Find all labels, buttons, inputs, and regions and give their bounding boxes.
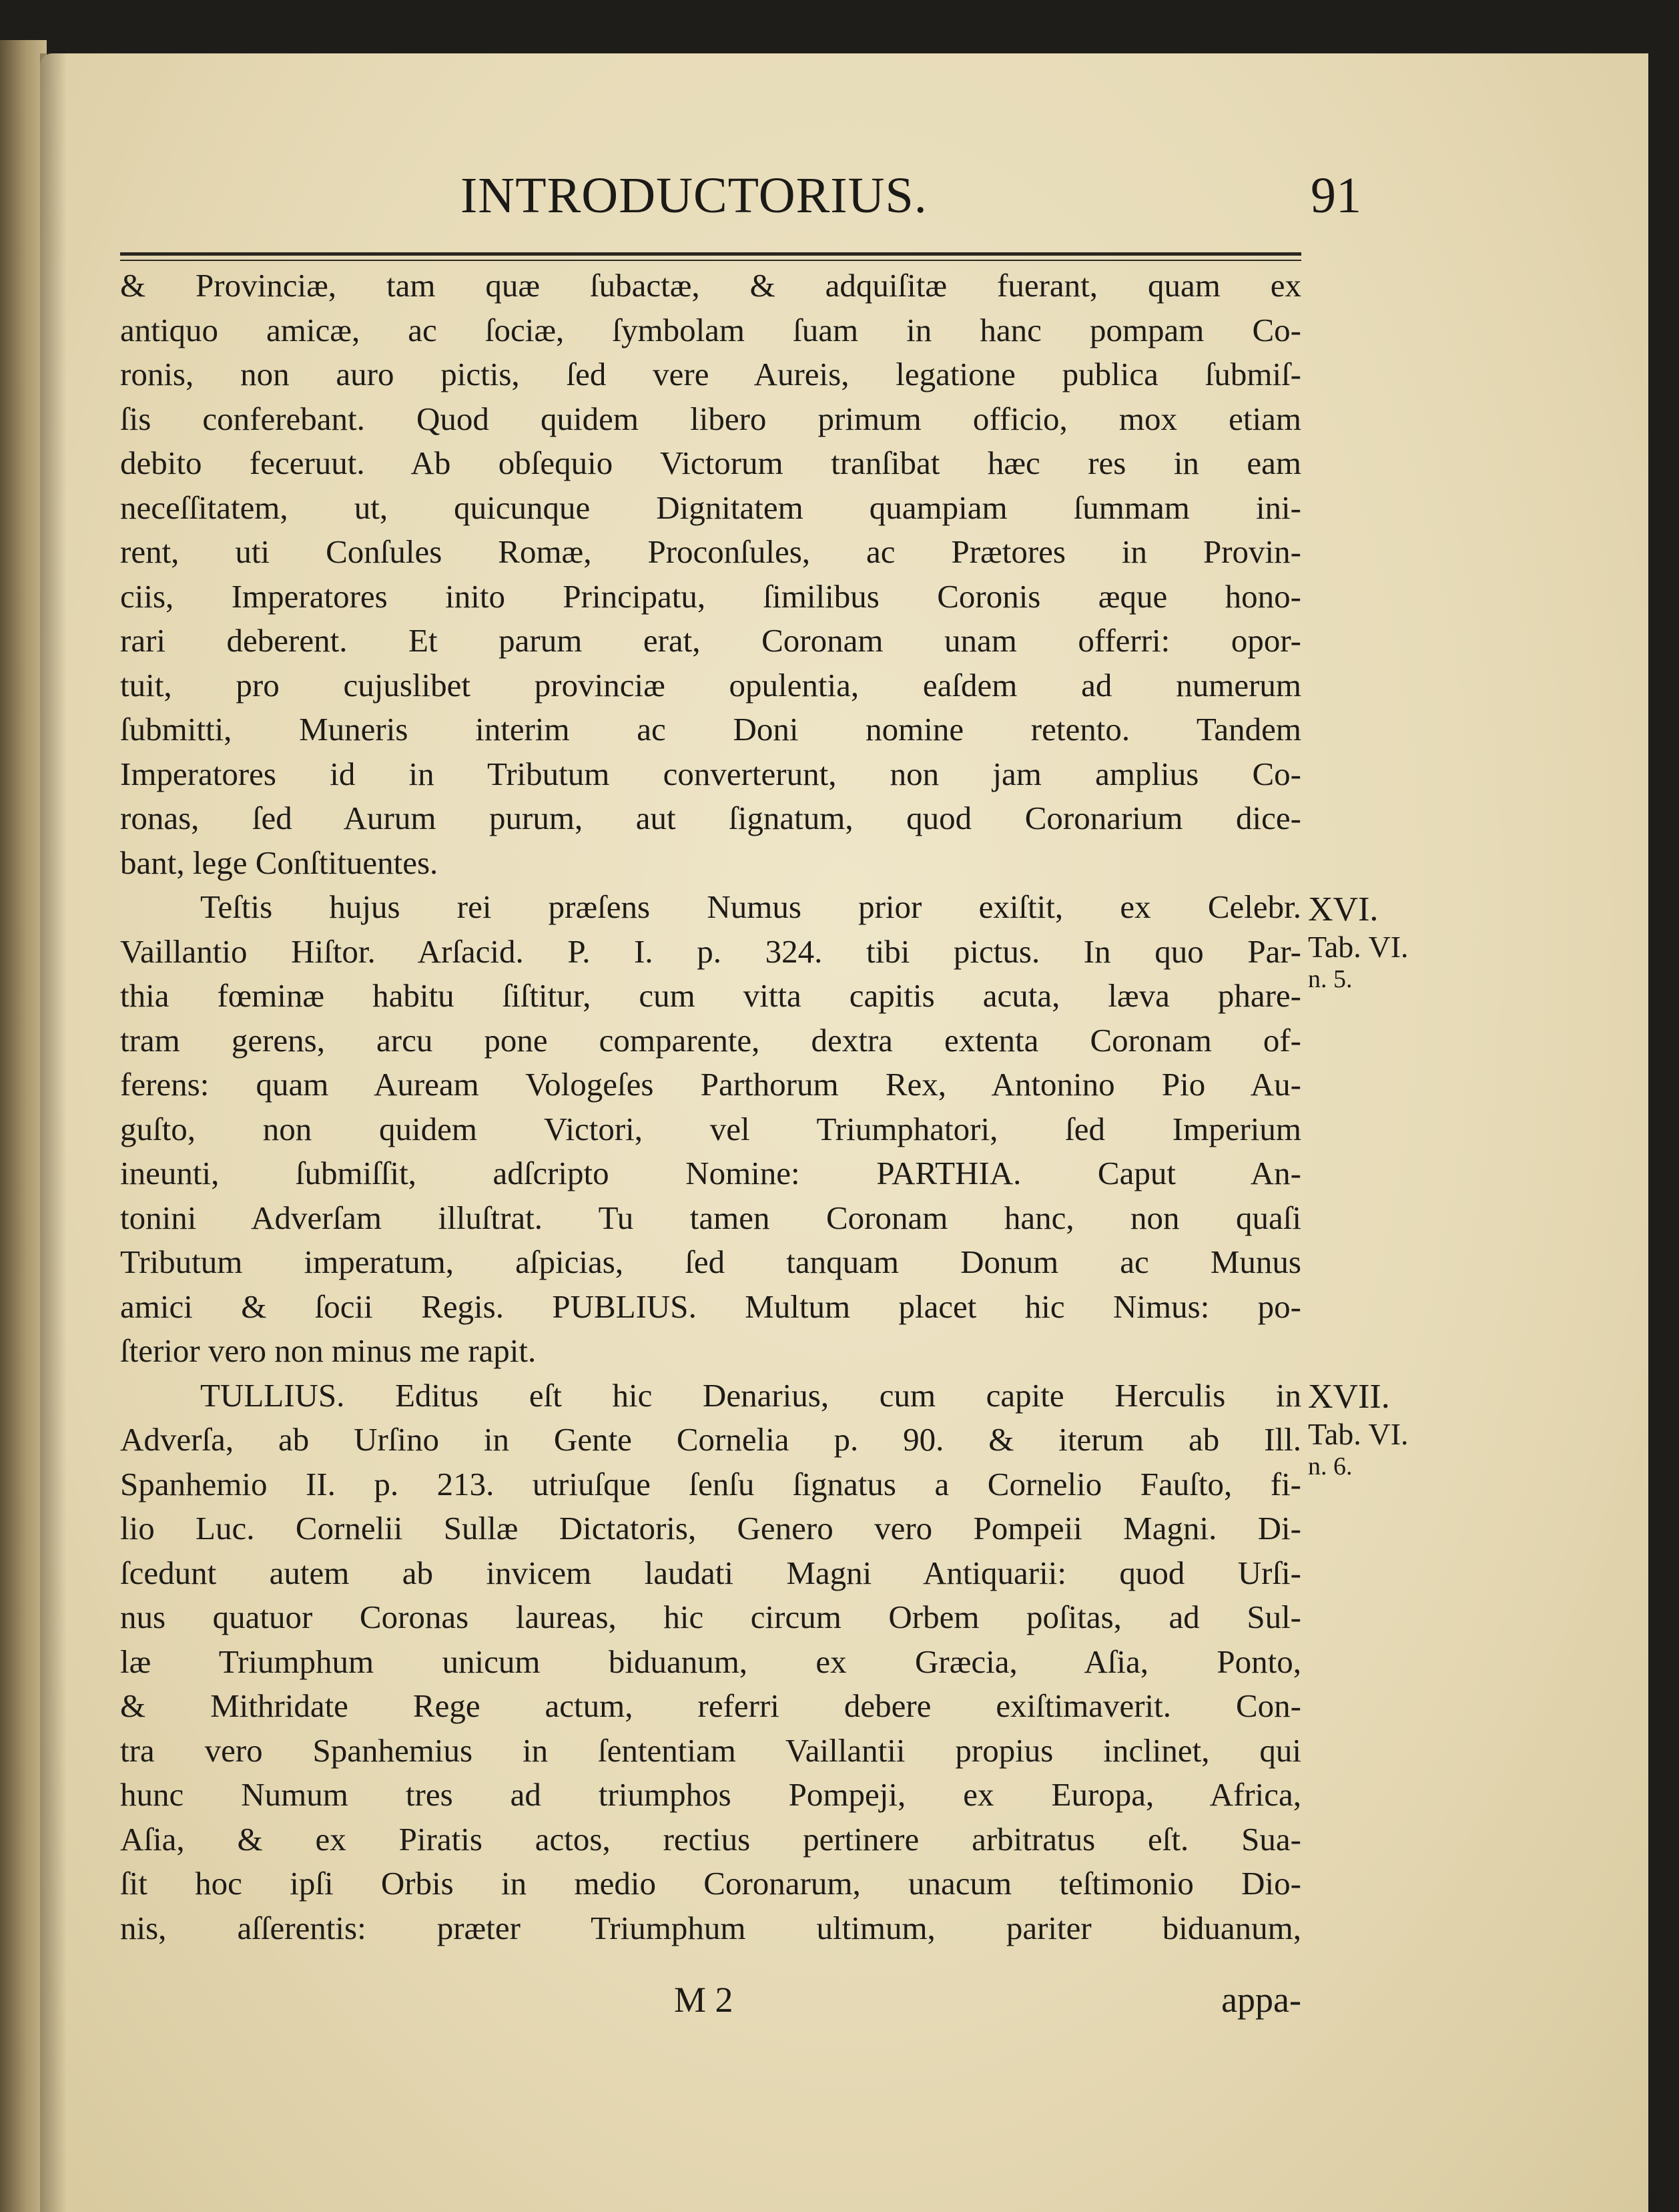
text-line: guſto, non quidem Victori, vel Triumphatori, ſed Imperium bbox=[120, 1110, 1301, 1147]
page-header bbox=[460, 167, 1361, 240]
text-line: ineunti, ſubmiſſit, adſcripto Nomine: PARTHIA. Caput An- bbox=[120, 1155, 1301, 1191]
text-line: nus quatuor Coronas laureas, hic circum Orbem poſitas, ad Sul- bbox=[120, 1599, 1301, 1635]
signature-mark: M 2 bbox=[674, 1980, 733, 2020]
text-line: ſcedunt autem ab invicem laudati Magni Antiquarii: quod Urſi- bbox=[120, 1554, 1301, 1591]
page-number: 91 bbox=[1311, 168, 1361, 224]
text-line: læ Triumphum unicum biduanum, ex Græcia, Aſia, Ponto, bbox=[120, 1643, 1301, 1680]
margin-note-number: XVI. bbox=[1308, 890, 1379, 928]
text-line: & Mithridate Rege actum, referri debere exiſtimaverit. Con- bbox=[120, 1687, 1301, 1724]
text-line: lio Luc. Cornelii Sullæ Dictatoris, Genero vero Pompeii Magni. Di- bbox=[120, 1510, 1301, 1547]
catchword: appa- bbox=[1221, 1980, 1301, 2020]
text-line: hunc Numum tres ad triumphos Pompeji, ex Europa, Africa, bbox=[120, 1776, 1301, 1813]
text-line: Imperatores id in Tributum converterunt, non jam amplius Co- bbox=[120, 755, 1301, 792]
text-line: tra vero Spanhemius in ſententiam Vaillantii propius inclinet, qui bbox=[120, 1731, 1301, 1769]
text-line: bant, lege Conſtituentes. bbox=[120, 844, 438, 881]
text-line: ferens: quam Auream Vologeſes Parthorum Rex, Antonino Pio Au- bbox=[120, 1066, 1301, 1103]
text-line: Teſtis hujus rei præſens Numus prior exiſtit, ex Celebr. bbox=[200, 888, 1301, 925]
text-line: TULLIUS. Editus eſt hic Denarius, cum capite Herculis in bbox=[200, 1376, 1301, 1414]
text-line: Adverſa, ab Urſino in Gente Cornelia p. 90. & iterum ab Ill. bbox=[120, 1421, 1301, 1458]
margin-note-table: Tab. VI. bbox=[1308, 930, 1409, 964]
text-line: ſterior vero non minus me rapit. bbox=[120, 1332, 537, 1369]
text-line: amici & ſocii Regis. PUBLIUS. Multum placet hic Nimus: po- bbox=[120, 1288, 1301, 1325]
text-line: nis, aſſerentis: præter Triumphum ultimum, pariter biduanum, bbox=[120, 1909, 1301, 1946]
gutter-shadow bbox=[40, 53, 67, 2212]
text-line: ronas, ſed Aurum purum, aut ſignatum, quod Coronarium dice- bbox=[120, 800, 1301, 836]
margin-note-item: n. 5. bbox=[1308, 965, 1353, 993]
text-line: ſit hoc ipſi Orbis in medio Coronarum, unacum teſtimonio Dio- bbox=[120, 1865, 1301, 1902]
text-line: rari deberent. Et parum erat, Coronam unam offerri: opor- bbox=[120, 622, 1301, 659]
text-line: thia fœminæ habitu ſiſtitur, cum vitta capitis acuta, læva phare- bbox=[120, 977, 1301, 1014]
header-rule bbox=[120, 252, 1301, 256]
text-line: ronis, non auro pictis, ſed vere Aureis, legatione publica ſubmiſ- bbox=[120, 356, 1301, 392]
text-line: ſis conferebant. Quod quidem libero primum officio, mox etiam bbox=[120, 400, 1301, 437]
text-line: Aſia, & ex Piratis actos, rectius pertinere arbitratus eſt. Sua- bbox=[120, 1820, 1301, 1858]
margin-note-table: Tab. VI. bbox=[1308, 1417, 1409, 1451]
running-head: INTRODUCTORIUS. bbox=[460, 168, 928, 224]
text-line: & Provinciæ, tam quæ ſubactæ, & adquiſitæ fuerant, quam ex bbox=[120, 267, 1301, 304]
text-line: ſubmitti, Muneris interim ac Doni nomine retento. Tandem bbox=[120, 711, 1301, 748]
header-rule-thin bbox=[120, 260, 1301, 261]
margin-note-number: XVII. bbox=[1308, 1378, 1390, 1416]
margin-note bbox=[1308, 891, 1461, 993]
text-line: tuit, pro cujuslibet provinciæ opulentia, eaſdem ad numerum bbox=[120, 666, 1301, 704]
text-line: tonini Adverſam illuſtrat. Tu tamen Coronam hanc, non quaſi bbox=[120, 1199, 1301, 1236]
text-line: rent, uti Conſules Romæ, Proconſules, ac Prætores in Provin- bbox=[120, 533, 1301, 570]
page-footer bbox=[120, 1979, 1301, 2026]
text-line: debito feceruut. Ab obſequio Victorum tranſibat hæc res in eam bbox=[120, 445, 1301, 481]
text-line: ciis, Imperatores inito Principatu, ſimilibus Coronis æque hono- bbox=[120, 577, 1301, 615]
margin-note bbox=[1308, 1378, 1461, 1480]
margin-note-item: n. 6. bbox=[1308, 1452, 1353, 1480]
text-line: tram gerens, arcu pone comparente, dextra extenta Coronam of- bbox=[120, 1021, 1301, 1059]
text-line: Vaillantio Hiſtor. Arſacid. P. I. p. 324. tibi pictus. In quo Par- bbox=[120, 932, 1301, 970]
text-line: antiquo amicæ, ac ſociæ, ſymbolam ſuam in hanc pompam Co- bbox=[120, 311, 1301, 348]
body-text bbox=[120, 264, 1301, 1950]
text-line: neceſſitatem, ut, quicunque Dignitatem quampiam ſummam ini- bbox=[120, 489, 1301, 526]
text-line: Spanhemio II. p. 213. utriuſque ſenſu ſignatus a Cornelio Fauſto, fi- bbox=[120, 1465, 1301, 1502]
text-line: Tributum imperatum, aſpicias, ſed tanquam Donum ac Munus bbox=[120, 1243, 1301, 1280]
